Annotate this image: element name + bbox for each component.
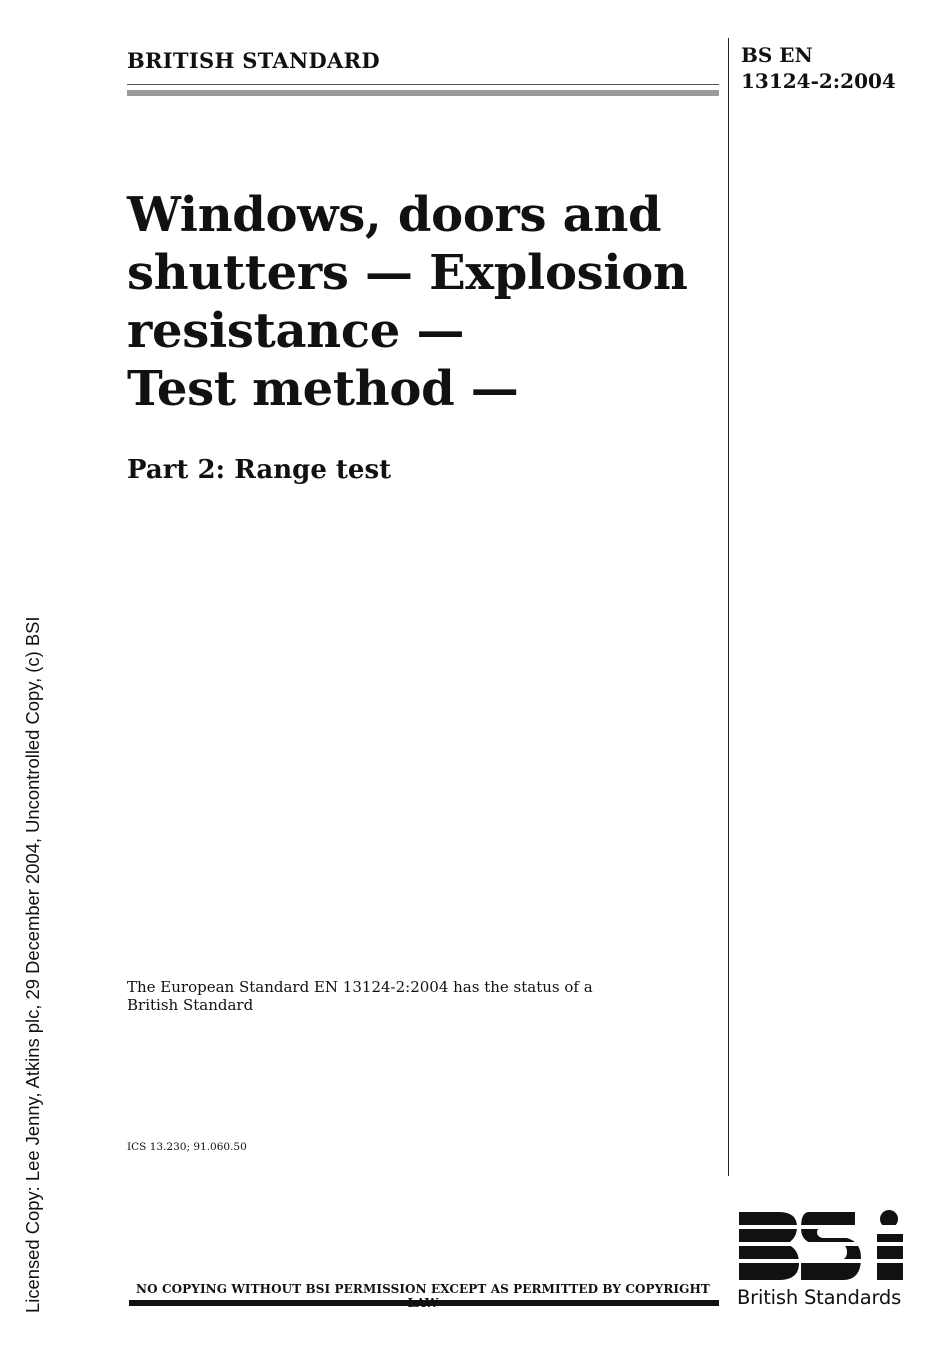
copyright-notice: NO COPYING WITHOUT BSI PERMISSION EXCEPT AS PERMITTED BY COPYRIGHT (136, 1282, 710, 1296)
title-line: shutters — Explosion (127, 245, 688, 301)
bsi-logo-mark (737, 1208, 905, 1284)
vertical-divider (728, 38, 729, 1176)
header-rule-thin (127, 84, 719, 85)
header-rule-thick (127, 90, 719, 96)
title-line: resistance — (127, 303, 465, 359)
document-subtitle: Part 2: Range test (127, 455, 392, 485)
standard-number-line1: BS EN (741, 43, 813, 67)
title-line: Test method — (127, 361, 519, 417)
license-watermark: Licensed Copy: Lee Jenny, Atkins plc, 29 December 2004, Uncontrolled Copy, (c) BSI (22, 616, 43, 1313)
document-series-label: BRITISH STANDARD (127, 48, 380, 73)
standard-number-line2: 13124-2:2004 (741, 69, 896, 93)
footer-rule (129, 1300, 719, 1306)
ics-code: ICS 13.230; 91.060.50 (127, 1141, 247, 1153)
document-title (127, 186, 717, 418)
bsi-logo (737, 1208, 907, 1312)
status-line: The European Standard EN 13124-2:2004 has the status of a (127, 978, 593, 996)
title-line: Windows, doors and (127, 187, 662, 243)
standard-number (741, 42, 896, 94)
status-statement (127, 978, 607, 1014)
bsi-logo-caption: British Standards (737, 1286, 902, 1309)
status-line: British Standard (127, 996, 254, 1014)
